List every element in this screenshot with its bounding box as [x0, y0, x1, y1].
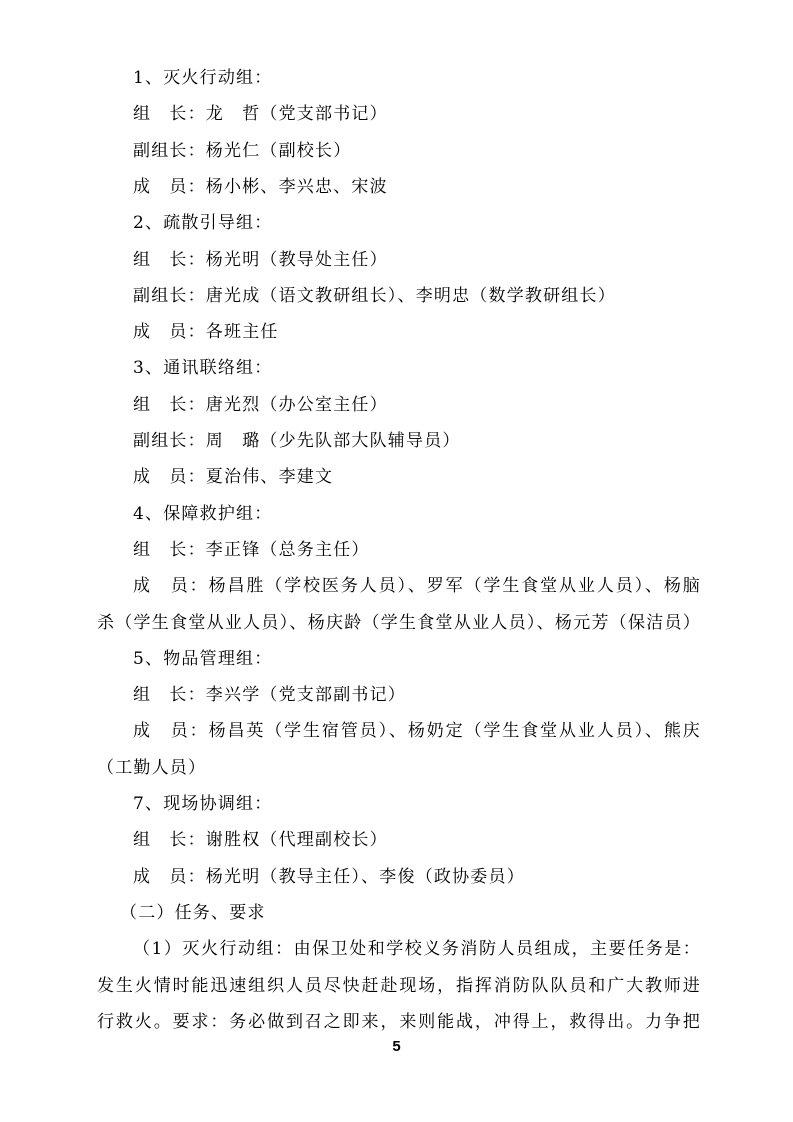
text-line: 2、疏散引导组： — [133, 213, 273, 234]
text-line: 副组长：周 璐（少先队部大队辅导员） — [133, 431, 461, 451]
text-line: 7、现场协调组： — [133, 794, 273, 814]
text-line: 组 长：龙 哲（党支部书记） — [133, 104, 388, 125]
text-line: 成 员：杨昌胜（学校医务人员）、罗军（学生食堂从业人员）、杨脑 — [133, 576, 701, 597]
text-line: （1）灭火行动组：由保卫处和学校义务消防人员组成，主要任务是： — [133, 939, 701, 960]
text-line: 3、通讯联络组： — [133, 358, 273, 379]
text-line: 成 员：杨小彬、李兴忠、宋波 — [133, 176, 388, 197]
text-line: 1、灭火行动组： — [133, 68, 273, 88]
text-line: 成 员：杨光明（教导主任）、李俊（政协委员） — [133, 866, 525, 887]
text-line: 5、物品管理组： — [133, 648, 273, 669]
text-line: 成 员：杨昌英（学生宿管员）、杨奶定（学生食堂从业人员）、熊庆 — [133, 721, 701, 742]
text-line: 杀（学生食堂从业人员）、杨庆龄（学生食堂从业人员）、杨元芳（保洁员） — [97, 612, 701, 633]
text-line: 成 员：各班主任 — [133, 322, 279, 343]
text-line: 发生火情时能迅速组织人员尽快赶赴现场，指挥消防队队员和广大教师进 — [97, 975, 701, 996]
page-number: 5 — [392, 1038, 401, 1055]
text-line: 成 员：夏治伟、李建文 — [133, 467, 334, 488]
text-line: 组 长：谢胜权（代理副校长） — [133, 830, 388, 851]
text-line: 组 长：李正锋（总务主任） — [133, 539, 370, 560]
text-line: （二）任务、要求 — [120, 902, 266, 923]
text-line: （工勤人员） — [97, 757, 207, 778]
text-line: 4、保障救护组： — [133, 503, 273, 524]
text-line: 组 长：李兴学（党支部副书记） — [133, 685, 406, 706]
text-line: 副组长：唐光成（语文教研组长）、李明忠（数学教研组长） — [133, 285, 616, 306]
text-line: 组 长：杨光明（教导处主任） — [133, 249, 388, 270]
text-line: 行救火。要求：务必做到召之即来，来则能战，冲得上，救得出。力争把 — [97, 1011, 701, 1032]
text-line: 副组长：杨光仁（副校长） — [133, 140, 352, 161]
text-line: 组 长：唐光烈（办公室主任） — [133, 394, 388, 415]
